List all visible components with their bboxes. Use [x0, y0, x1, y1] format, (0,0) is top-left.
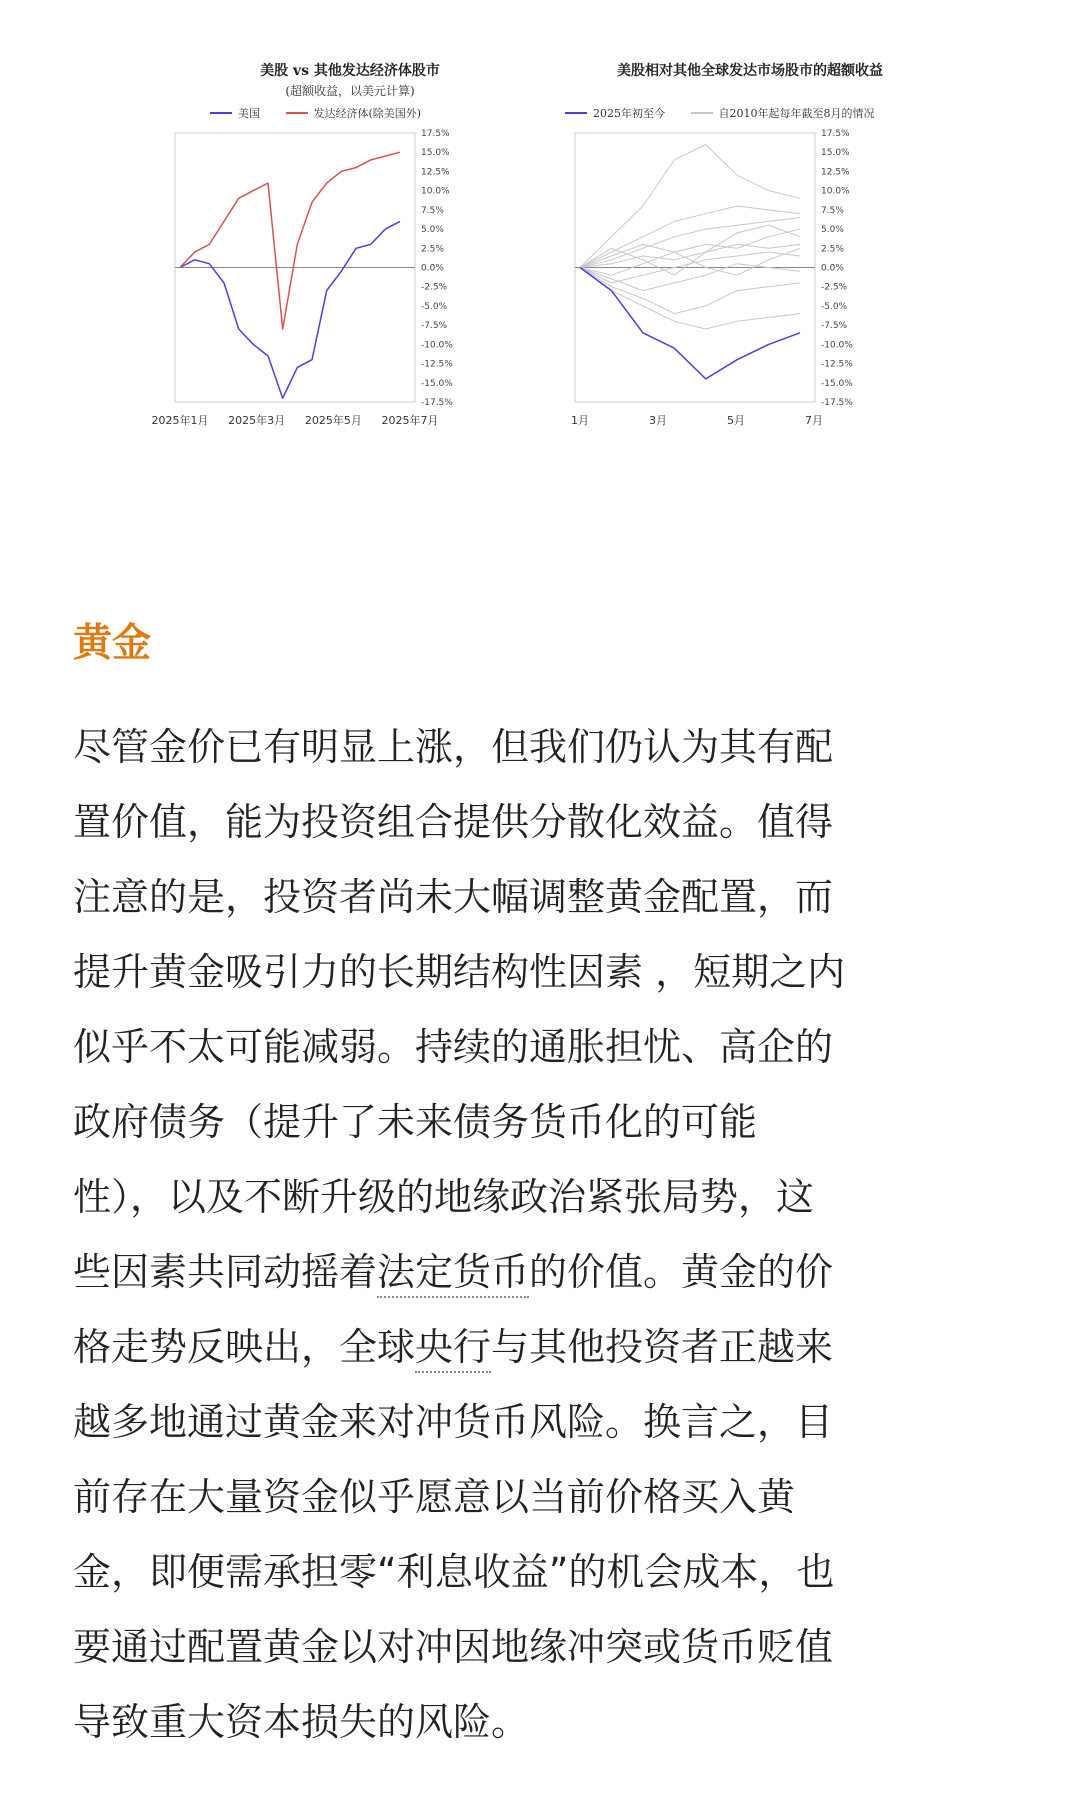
chart-title: 美股相对其他全球发达市场股市的超额收益: [617, 63, 883, 79]
y-tick-label: -12.5%: [421, 359, 453, 370]
x-tick-label: 1月: [571, 414, 589, 427]
x-tick-label: 2025年1月: [151, 414, 209, 427]
article-line: 似乎不太可能减弱。持续的通胀担忧、高企的: [73, 1025, 834, 1069]
y-tick-label: -5.0%: [821, 301, 848, 312]
y-tick-label: -10.0%: [821, 340, 853, 351]
line-text: 格走势反映出，全球: [73, 1325, 416, 1369]
article-line: 越多地通过黄金来对冲货币风险。换言之，目: [73, 1400, 834, 1444]
y-tick-label: 12.5%: [421, 167, 450, 178]
y-tick-label: -17.5%: [821, 398, 853, 408]
y-tick-label: 5.0%: [421, 225, 444, 236]
y-tick-label: 7.5%: [421, 205, 444, 216]
term-link-central-bank[interactable]: 央行: [415, 1325, 491, 1373]
y-tick-label: 15.0%: [821, 148, 850, 159]
y-tick-label: 12.5%: [821, 167, 850, 178]
article-line: [73, 1235, 1013, 1310]
article-line: 提升黄金吸引力的长期结构性因素 ，短期之内: [73, 950, 846, 994]
x-tick-label: 2025年3月: [228, 414, 286, 427]
chart-plot: [560, 0, 940, 440]
chart-excess-return: [560, 0, 940, 440]
article-line: 注意的是，投资者尚未大幅调整黄金配置，而: [73, 875, 834, 919]
line-text: 与其他投资者正越来: [491, 1325, 834, 1369]
article-line: 前存在大量资金似乎愿意以当前价格买入黄: [73, 1475, 796, 1519]
y-tick-label: 10.0%: [821, 186, 850, 197]
y-tick-label: 2.5%: [421, 244, 444, 255]
y-tick-label: -17.5%: [421, 398, 453, 408]
y-tick-label: 7.5%: [821, 205, 844, 216]
article-line: 尽管金价已有明显上涨，但我们仍认为其有配: [73, 725, 834, 769]
article-line: 政府债务（提升了未来债务货币化的可能: [73, 1100, 758, 1144]
y-tick-label: 0.0%: [821, 263, 844, 274]
line-text: 的价值。黄金的价: [529, 1250, 834, 1294]
article-line: 金，即便需承担零“利息收益”的机会成本，也: [73, 1550, 835, 1594]
y-tick-label: -7.5%: [821, 321, 848, 332]
legend-label: 发达经济体(除美国外): [313, 107, 422, 120]
y-tick-label: -2.5%: [421, 282, 448, 293]
article-body: [73, 710, 1013, 1760]
y-tick-label: -10.0%: [421, 340, 453, 351]
y-tick-label: 17.5%: [821, 129, 850, 139]
y-tick-label: -5.0%: [421, 301, 448, 312]
chart-plot: [151, 0, 540, 440]
chart-title: 美股 vs 其他发达经济体股市: [260, 63, 440, 79]
y-tick-label: 0.0%: [421, 263, 444, 274]
x-tick-label: 2025年5月: [304, 414, 362, 427]
legend-label: 2025年初至今: [593, 107, 665, 120]
y-tick-label: 5.0%: [821, 225, 844, 236]
section-heading-gold: 黄金: [73, 621, 152, 666]
line-text: 些因素共同动摇着: [73, 1250, 378, 1294]
y-tick-label: 15.0%: [421, 148, 450, 159]
y-tick-label: -2.5%: [821, 282, 848, 293]
y-tick-label: -12.5%: [821, 359, 853, 370]
chart-figure: [151, 0, 940, 440]
article-line: [73, 1310, 1013, 1385]
chart-us-vs-developed: [151, 0, 540, 440]
article-line: 要通过配置黄金以对冲因地缘冲突或货币贬值: [73, 1625, 834, 1669]
article-line: 导致重大资本损失的风险。: [73, 1700, 530, 1744]
legend-label: 自2010年起每年截至8月的情况: [718, 107, 875, 120]
x-tick-label: 5月: [727, 414, 745, 427]
article-line: 置价值，能为投资组合提供分散化效益。值得: [73, 800, 834, 844]
y-tick-label: -7.5%: [421, 321, 448, 332]
x-tick-label: 3月: [649, 414, 667, 427]
y-tick-label: 17.5%: [421, 129, 450, 139]
article-line: 性），以及不断升级的地缘政治紧张局势，这: [73, 1175, 815, 1219]
x-tick-label: 7月: [805, 414, 823, 427]
y-tick-label: -15.0%: [421, 378, 453, 389]
legend-label: 美国: [238, 107, 260, 120]
chart-subtitle: (超额收益，以美元计算): [285, 84, 415, 98]
y-tick-label: 2.5%: [821, 244, 844, 255]
term-link-fiat-currency[interactable]: 法定货币: [377, 1250, 529, 1298]
y-tick-label: 10.0%: [421, 186, 450, 197]
y-tick-label: -15.0%: [821, 378, 853, 389]
x-tick-label: 2025年7月: [381, 414, 439, 427]
